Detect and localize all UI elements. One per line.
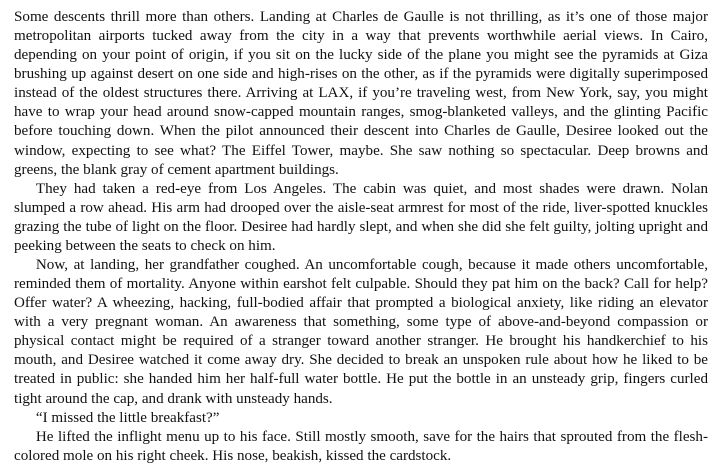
paragraph: Now, at landing, her grandfather coughed. An uncomfortable cough, because it made others uncomfortable, reminded them of mortality. Anyone within earshot felt culpable. Should they pat him on the back? Call for help? Offer water? A wheezing, hacking, full-bodied affair that prompted a biological anxiety, like riding an elevator with a very pregnant woman. An awareness that something, some type of above-and-beyond compassion or physical contact might be required of a stranger toward another stranger. He brought his handkerchief to his mouth, and Desiree watched it come away dry. She decided to break an unspoken rule about how he liked to be treated in public: she handed him her half-full water bottle. He put the bottle in an unsteady grip, fingers curled tight around the cap, and drank with unsteady hands. xyxy=(14,257,708,407)
paragraph: Some descents thrill more than others. Landing at Charles de Gaulle is not thrilling, as it’s one of those major metropolitan airports tucked away from the city in a way that prevents worthwhile aerial views. In Cairo, depending on your point of origin, if you sit on the lucky side of the plane you might see the pyramids at Giza brushing up against desert on one side and high-rises on the other, as if the pyramids were digitally superimposed instead of the oldest structures there. Arriving at LAX, if you’re traveling west, from New York, say, you might have to wrap your head around snow-capped mountain ranges, smog-blanketed valleys, and the glinting Pacific before touching down. When the pilot announced their descent into Charles de Gaulle, Desiree looked out the window, expecting to see what? The Eiffel Tower, maybe. She saw nothing so spectacular. Deep browns and greens, the blank gray of cement apartment buildings. xyxy=(14,9,708,178)
document-body xyxy=(14,8,708,466)
paragraph-dialogue: “I missed the little breakfast?” xyxy=(35,409,220,426)
paragraph: They had taken a red-eye from Los Angeles. The cabin was quiet, and most shades were drawn. Nolan slumped a row ahead. His arm had drooped over the aisle-seat armrest for most of the ride, liver-spotted knuckles grazing the tube of light on the floor. Desiree had hardly slept, and when she did she felt guilty, jolting upright and peeking between the seats to check on him. xyxy=(14,180,708,254)
paragraph: He lifted the inflight menu up to his face. Still mostly smooth, save for the hairs that sprouted from the flesh-colored mole on his right cheek. His nose, beakish, kissed the cardstock. xyxy=(14,428,708,464)
